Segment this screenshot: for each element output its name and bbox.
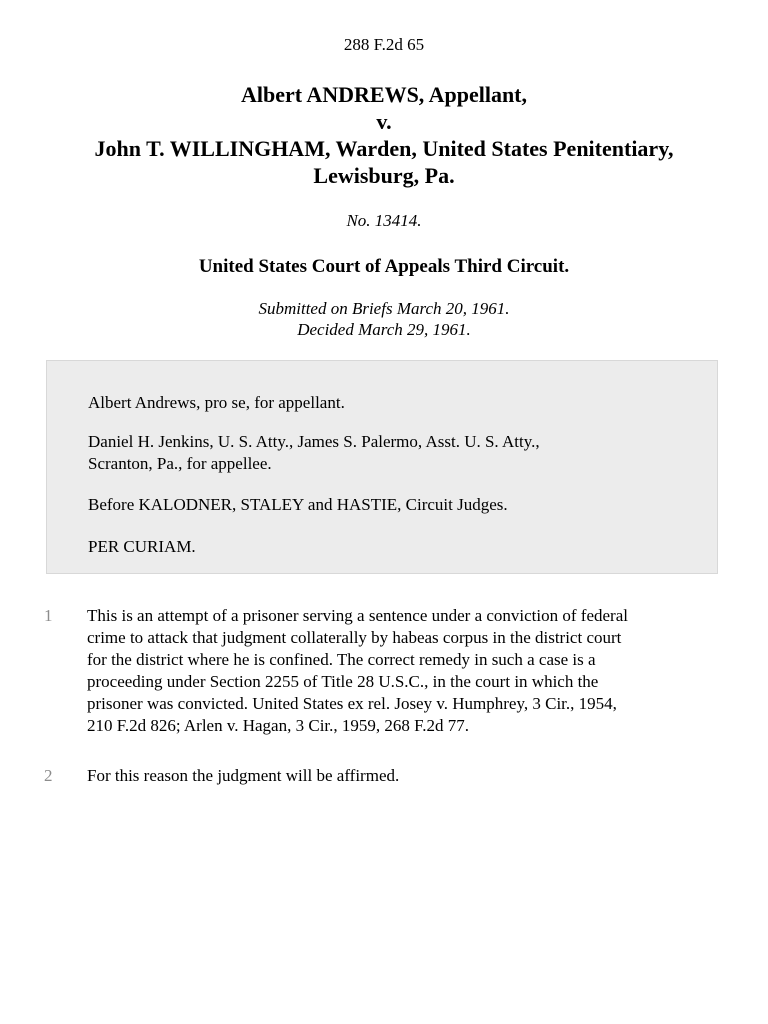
versus: v. [376, 109, 392, 134]
paragraph-line: This is an attempt of a prisoner serving a sentence under a conviction of federal [87, 606, 628, 625]
docket-number: No. 13414. [346, 211, 422, 230]
citation: 288 F.2d 65 [343, 35, 425, 54]
appellant-name: Albert ANDREWS, Appellant, [240, 82, 528, 107]
paragraph-text [87, 765, 737, 787]
panel-judges: Before KALODNER, STALEY and HASTIE, Circuit Judges. [88, 495, 508, 514]
appellee-counsel [88, 431, 688, 475]
submitted-date: Submitted on Briefs March 20, 1961. [258, 299, 510, 318]
decided-date: Decided March 29, 1961. [297, 320, 471, 339]
opinion-author: PER CURIAM. [88, 537, 196, 556]
appellant-counsel: Albert Andrews, pro se, for appellant. [88, 393, 345, 412]
appellee-counsel-line-1: Daniel H. Jenkins, U. S. Atty., James S. Palermo, Asst. U. S. Atty., [88, 432, 540, 451]
appellee-location: Lewisburg, Pa. [313, 163, 455, 188]
paragraph-number: 1 [44, 606, 53, 625]
paragraph-text [87, 605, 737, 737]
paragraph-line: crime to attack that judgment collaterally by habeas corpus in the district court [87, 628, 622, 647]
court-name: United States Court of Appeals Third Circuit. [198, 256, 570, 277]
paragraph-line: for the district where he is confined. The correct remedy in such a case is a [87, 650, 596, 669]
appellee-counsel-line-2: Scranton, Pa., for appellee. [88, 454, 272, 473]
case-dates [0, 298, 768, 340]
paragraph-line: proceeding under Section 2255 of Title 28 U.S.C., in the court in which the [87, 672, 599, 691]
paragraph-line: prisoner was convicted. United States ex rel. Josey v. Humphrey, 3 Cir., 1954, [87, 694, 617, 713]
case-caption [30, 81, 738, 189]
paragraph-number: 2 [44, 766, 53, 785]
paragraph-line: For this reason the judgment will be affirmed. [87, 766, 400, 785]
paragraph-line: 210 F.2d 826; Arlen v. Hagan, 3 Cir., 1959, 268 F.2d 77. [87, 716, 469, 735]
appellee-name: John T. WILLINGHAM, Warden, United States Penitentiary, [94, 136, 674, 161]
headnote-box [46, 360, 718, 574]
